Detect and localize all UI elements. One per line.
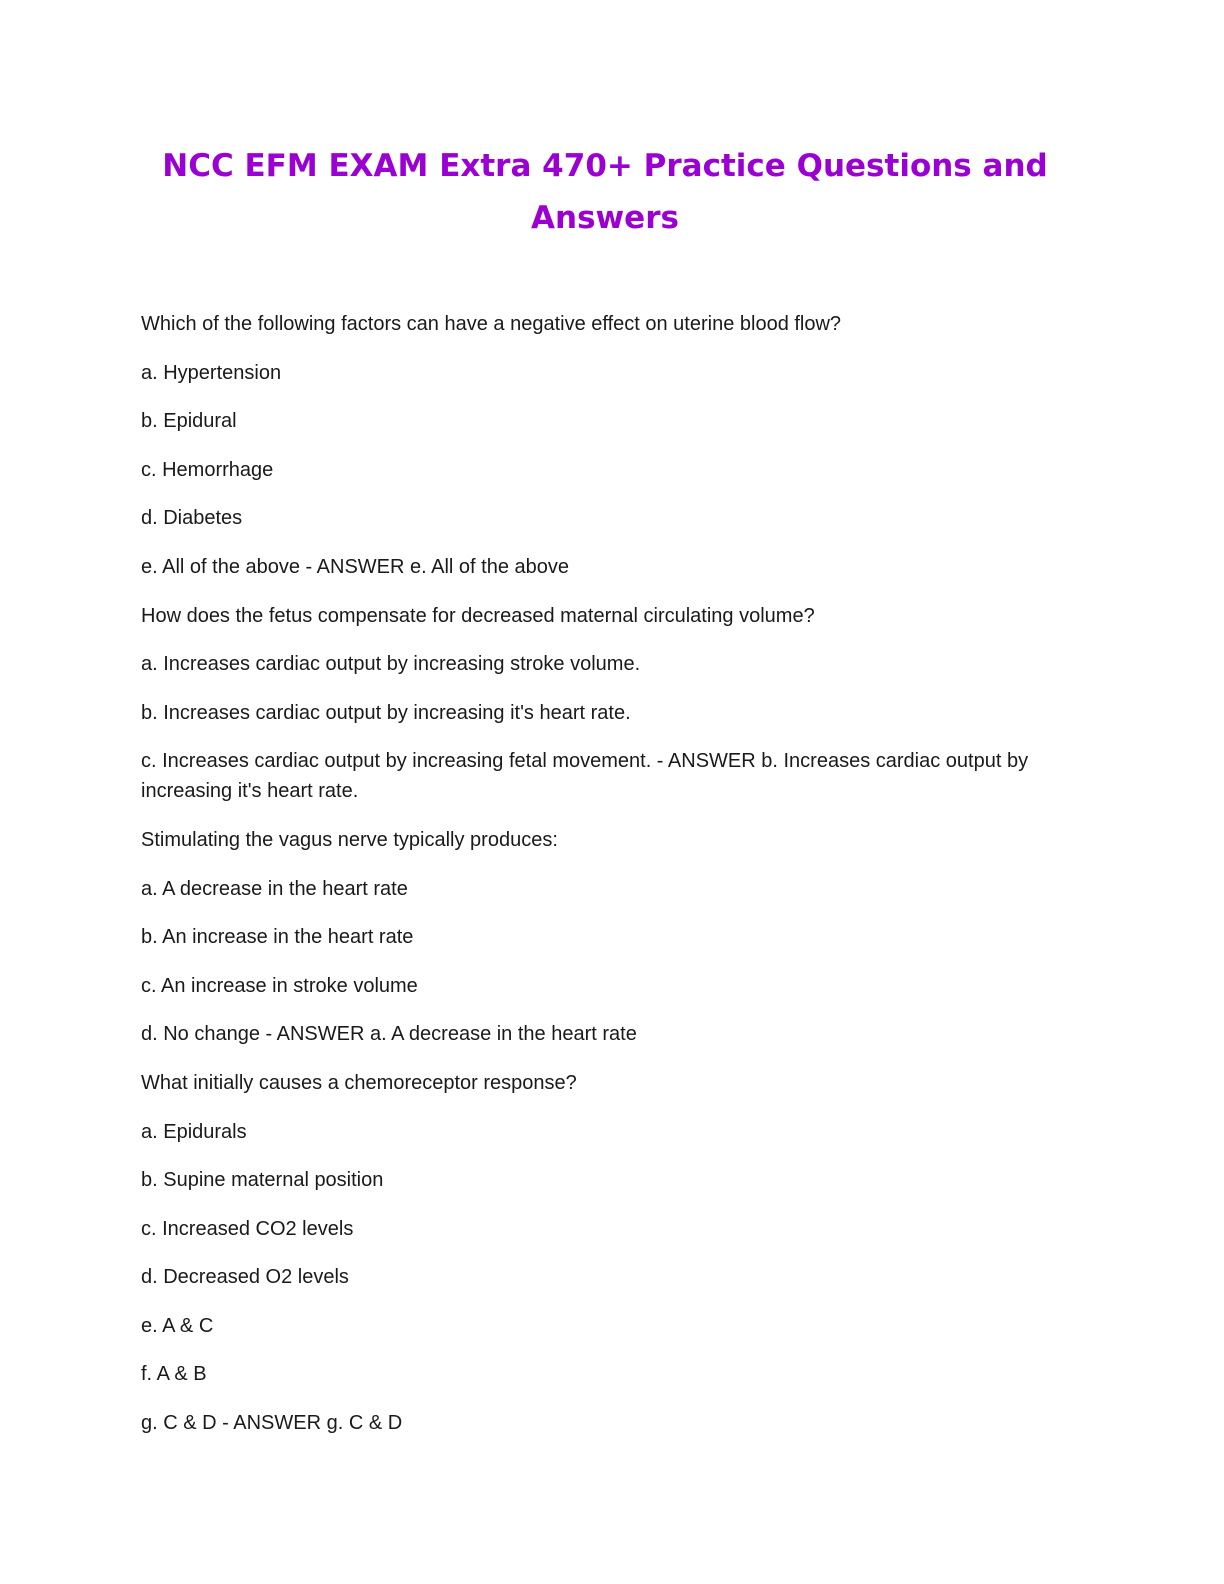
question-2-option-a: a. Increases cardiac output by increasing stroke volume. <box>141 653 641 676</box>
question-1-option-c: c. Hemorrhage <box>141 458 274 481</box>
question-4-option-d: d. Decreased O2 levels <box>141 1266 349 1289</box>
question-1-option-b: b. Epidural <box>141 410 237 433</box>
question-3-option-c: c. An increase in stroke volume <box>141 974 418 997</box>
question-1-option-e-answer: e. All of the above - ANSWER e. All of the above <box>141 555 570 578</box>
question-4-option-e: e. A & C <box>141 1314 214 1337</box>
question-3-option-b: b. An increase in the heart rate <box>141 926 414 949</box>
question-1-option-d: d. Diabetes <box>141 507 243 530</box>
question-3-option-d-answer: d. No change - ANSWER a. A decrease in the heart rate <box>141 1023 637 1046</box>
question-2-option-b: b. Increases cardiac output by increasing it's heart rate. <box>141 701 631 724</box>
question-2-text: How does the fetus compensate for decreased maternal circulating volume? <box>141 604 815 627</box>
question-4-option-b: b. Supine maternal position <box>141 1169 384 1192</box>
question-4-option-g-answer: g. C & D - ANSWER g. C & D <box>141 1412 403 1435</box>
question-3-text: Stimulating the vagus nerve typically produces: <box>141 828 558 851</box>
question-4-option-f: f. A & B <box>141 1363 207 1386</box>
qa-content <box>141 309 1041 1457</box>
question-2-option-c-answer: c. Increases cardiac output by increasing fetal movement. - ANSWER b. Increases cardiac output by increasing it's heart rate. <box>141 750 1029 803</box>
question-1-text: Which of the following factors can have a negative effect on uterine blood flow? <box>141 313 842 335</box>
question-4-option-c: c. Increased CO2 levels <box>141 1217 354 1240</box>
question-4-option-a: a. Epidurals <box>141 1120 247 1143</box>
question-4-text: What initially causes a chemoreceptor response? <box>141 1071 577 1094</box>
question-1-option-a: a. Hypertension <box>141 361 282 384</box>
question-3-option-a: a. A decrease in the heart rate <box>141 877 408 900</box>
document-title: NCC EFM EXAM Extra 470+ Practice Questions and Answers <box>162 148 1048 236</box>
